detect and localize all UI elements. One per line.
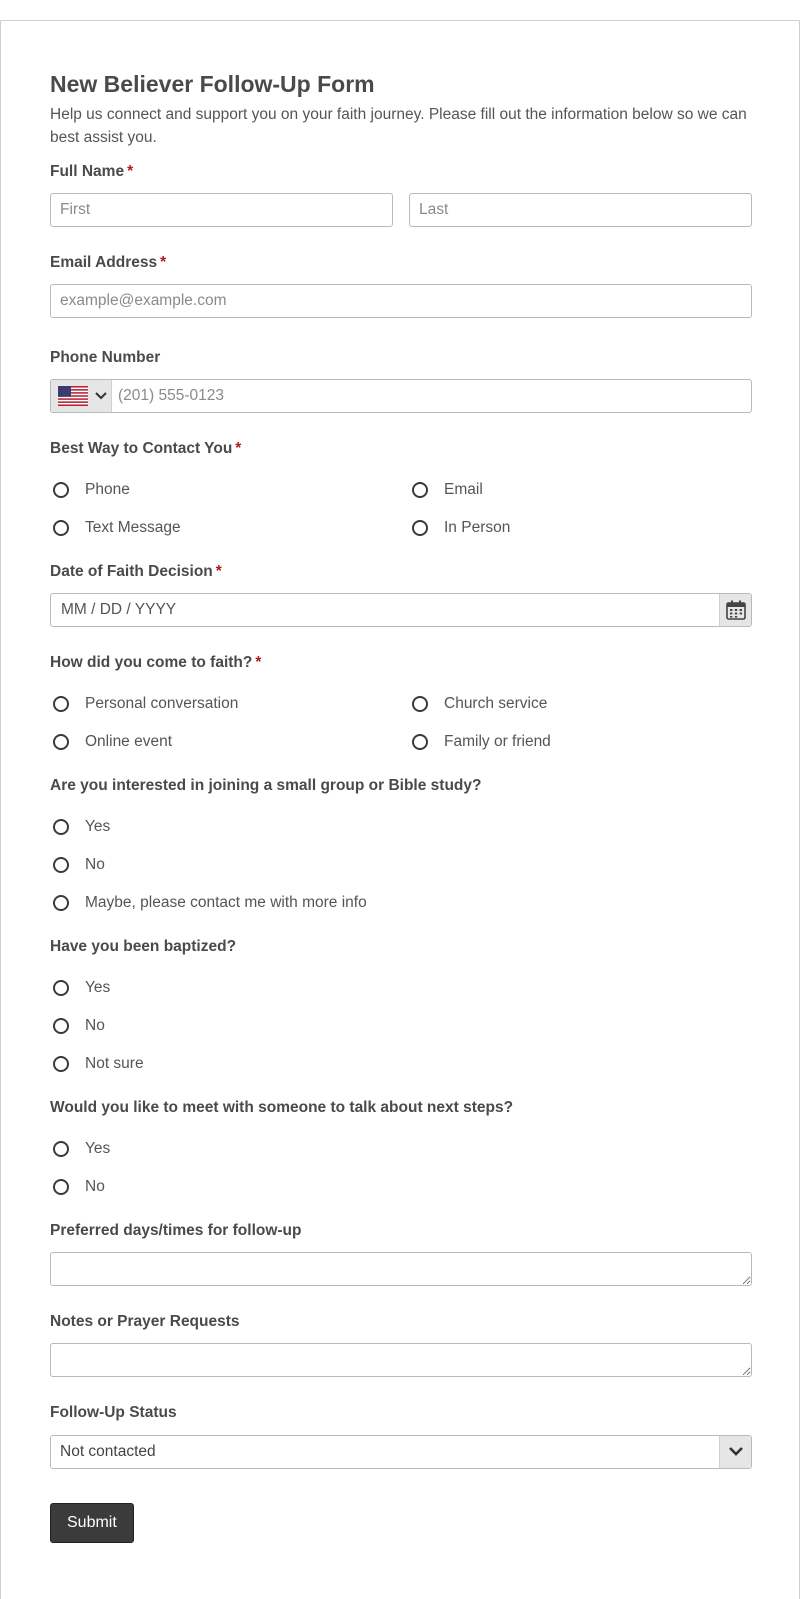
email-label: Email Address *: [50, 254, 167, 271]
radio-button[interactable]: [53, 980, 69, 996]
radio-button[interactable]: [53, 857, 69, 873]
phone-label: Phone Number: [50, 349, 161, 366]
status-select-arrow[interactable]: [719, 1436, 751, 1468]
baptized-option-no[interactable]: No: [53, 1015, 105, 1037]
radio-button[interactable]: [53, 1141, 69, 1157]
full-name-label: Full Name *: [50, 163, 134, 180]
calendar-icon: [726, 600, 746, 620]
contact-option-email[interactable]: Email: [412, 479, 483, 501]
status-label: Follow-Up Status: [50, 1404, 177, 1421]
contact-option-text[interactable]: Text Message: [53, 517, 181, 539]
radio-button[interactable]: [412, 520, 428, 536]
email-input[interactable]: [50, 284, 752, 318]
small-group-label: Are you interested in joining a small group or Bible study?: [50, 777, 482, 794]
small-group-option-no[interactable]: No: [53, 854, 105, 876]
last-name-input[interactable]: [409, 193, 752, 227]
contact-method-label: Best Way to Contact You *: [50, 440, 242, 457]
preferred-times-textarea[interactable]: [50, 1252, 752, 1286]
radio-button[interactable]: [412, 696, 428, 712]
status-selected-value: Not contacted: [60, 1443, 156, 1460]
required-marker: *: [127, 163, 134, 180]
came-to-faith-label: How did you come to faith? *: [50, 654, 262, 671]
chevron-down-icon: [728, 1446, 744, 1458]
small-group-option-maybe[interactable]: Maybe, please contact me with more info: [53, 892, 367, 914]
status-select[interactable]: [50, 1435, 752, 1469]
submit-button[interactable]: Submit: [50, 1503, 134, 1543]
phone-input[interactable]: [112, 380, 751, 412]
required-marker: *: [215, 563, 222, 580]
faith-date-input[interactable]: [51, 594, 711, 626]
form-card: [0, 20, 800, 1599]
radio-button[interactable]: [412, 734, 428, 750]
meet-option-no[interactable]: No: [53, 1176, 105, 1198]
preferred-times-label: Preferred days/times for follow-up: [50, 1222, 302, 1239]
phone-field: [50, 379, 752, 413]
meet-label: Would you like to meet with someone to talk about next steps?: [50, 1099, 514, 1116]
first-name-input[interactable]: [50, 193, 393, 227]
required-marker: *: [235, 440, 242, 457]
radio-button[interactable]: [53, 1018, 69, 1034]
radio-button[interactable]: [53, 1056, 69, 1072]
calendar-button[interactable]: [719, 594, 751, 626]
country-code-dropdown[interactable]: [51, 380, 112, 412]
radio-button[interactable]: [53, 819, 69, 835]
radio-button[interactable]: [53, 734, 69, 750]
radio-button[interactable]: [53, 696, 69, 712]
faith-option-church-service[interactable]: Church service: [412, 693, 547, 715]
us-flag-icon: [58, 386, 88, 406]
faith-option-online-event[interactable]: Online event: [53, 731, 172, 753]
notes-textarea[interactable]: [50, 1343, 752, 1377]
meet-option-yes[interactable]: Yes: [53, 1138, 110, 1160]
radio-button[interactable]: [53, 1179, 69, 1195]
chevron-down-icon: [95, 391, 107, 401]
radio-button[interactable]: [412, 482, 428, 498]
contact-option-in-person[interactable]: In Person: [412, 517, 510, 539]
radio-button[interactable]: [53, 482, 69, 498]
small-group-option-yes[interactable]: Yes: [53, 816, 110, 838]
contact-option-phone[interactable]: Phone: [53, 479, 130, 501]
radio-button[interactable]: [53, 520, 69, 536]
form-title: New Believer Follow-Up Form: [50, 71, 375, 97]
required-marker: *: [255, 654, 262, 671]
radio-button[interactable]: [53, 895, 69, 911]
faith-option-family-friend[interactable]: Family or friend: [412, 731, 551, 753]
faith-date-label: Date of Faith Decision *: [50, 563, 222, 580]
baptized-option-not-sure[interactable]: Not sure: [53, 1053, 144, 1075]
form-description: Help us connect and support you on your faith journey. Please fill out the information below so we can best assist you.: [50, 106, 747, 146]
required-marker: *: [160, 254, 167, 271]
faith-option-personal-conversation[interactable]: Personal conversation: [53, 693, 238, 715]
baptized-label: Have you been baptized?: [50, 938, 237, 955]
baptized-option-yes[interactable]: Yes: [53, 977, 110, 999]
faith-date-field: [50, 593, 752, 627]
notes-label: Notes or Prayer Requests: [50, 1313, 240, 1330]
